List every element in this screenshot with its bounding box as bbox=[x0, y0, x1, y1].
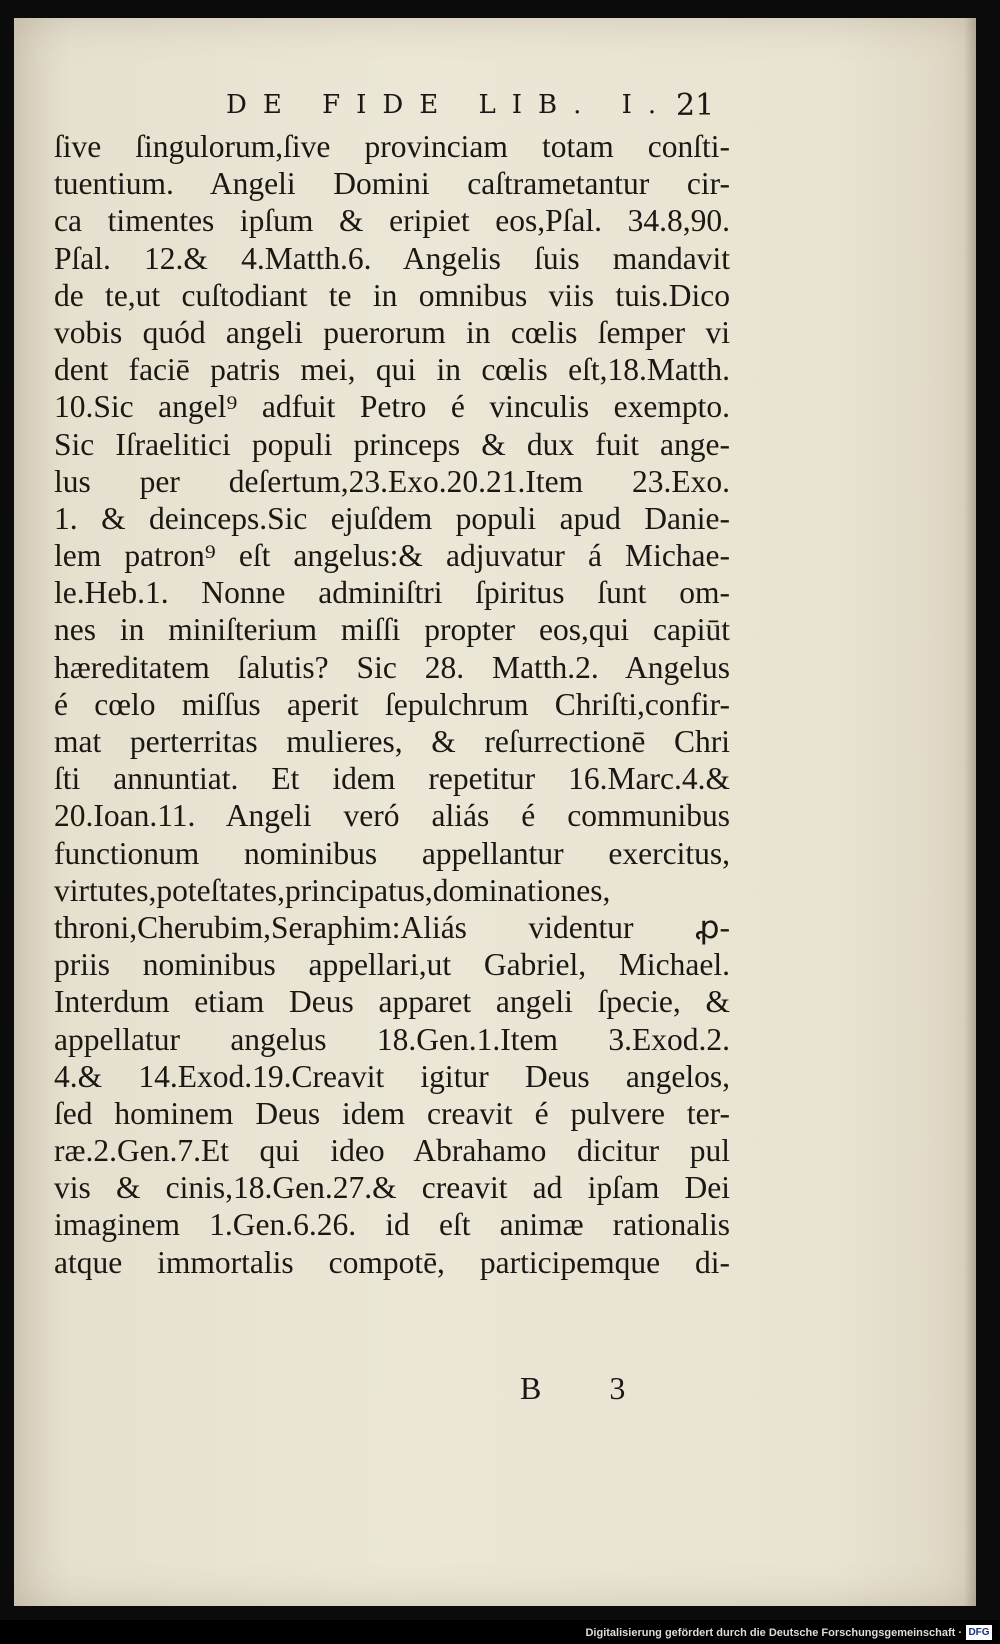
text-line: mat perterritas mulieres, & reſurrectionē Chri bbox=[54, 724, 730, 759]
text-line: 4.& 14.Exod.19.Creavit igitur Deus angelos, bbox=[54, 1058, 730, 1094]
text-line: ſed hominem Deus idem creavit é pulvere ter- bbox=[54, 1095, 730, 1131]
text-line: 10.Sic angel⁹ adfuit Petro é vinculis exempto. bbox=[54, 389, 730, 425]
text-line: 1. & deinceps.Sic ejuſdem populi apud Danie- bbox=[54, 500, 730, 536]
footer-bar bbox=[0, 1620, 1000, 1644]
text-line: Interdum etiam Deus apparet angeli ſpecie, & bbox=[54, 984, 730, 1020]
text-line: atque immortalis compotē, participemque di- bbox=[54, 1244, 730, 1280]
page-edge-shadow bbox=[964, 18, 976, 1606]
text-line: 20.Ioan.11. Angeli veró aliás é communibus bbox=[54, 798, 730, 834]
text-line: hæreditatem ſalutis? Sic 28. Matth.2. Angelus bbox=[54, 649, 730, 685]
funding-credit: Digitalisierung gefördert durch die Deutsche Forschungsgemeinschaft · bbox=[585, 1627, 962, 1639]
text-line: lus per deſertum,23.Exo.20.21.Item 23.Exo. bbox=[54, 463, 730, 499]
text-line: Sic Iſraelitici populi princeps & dux fuit ange- bbox=[54, 426, 730, 462]
text-line: ræ.2.Gen.7.Et qui ideo Abrahamo dicitur pul bbox=[54, 1133, 730, 1169]
text-line: imaginem 1.Gen.6.26. id eſt animæ rationalis bbox=[54, 1207, 730, 1243]
text-line: vobis quód angeli puerorum in cœlis ſemper vi bbox=[54, 314, 730, 350]
dfg-logo: DFG bbox=[966, 1625, 992, 1640]
text-line: le.Heb.1. Nonne adminiſtri ſpiritus ſunt om- bbox=[54, 575, 730, 611]
signature-mark: B 3 bbox=[520, 1370, 656, 1406]
text-line: ſti annuntiat. Et idem repetitur 16.Marc.4.& bbox=[54, 761, 730, 797]
text-line: ca timentes ipſum & eripiet eos,Pſal. 34.8,90. bbox=[54, 203, 730, 239]
body-text bbox=[54, 128, 730, 1281]
text-line: tuentium. Angeli Domini caſtrametantur cir- bbox=[54, 166, 730, 202]
text-line: vis & cinis,18.Gen.27.& creavit ad ipſam Dei bbox=[54, 1170, 730, 1206]
text-line: priis nominibus appellari,ut Gabriel, Michael. bbox=[54, 947, 730, 983]
text-line: virtutes,poteſtates,principatus,dominationes, bbox=[54, 872, 611, 908]
text-line: appellatur angelus 18.Gen.1.Item 3.Exod.2. bbox=[54, 1021, 730, 1057]
text-line: throni,Cherubim,Seraphim:Aliás videntur ꝓ- bbox=[54, 909, 730, 945]
text-line: functionum nominibus appellantur exercitus, bbox=[54, 835, 730, 871]
running-head: DE FIDE LIB. I. bbox=[226, 90, 673, 120]
text-line: ſive ſingulorum,ſive provinciam totam conſti- bbox=[54, 129, 730, 164]
text-line: lem patron⁹ eſt angelus:& adjuvatur á Michae- bbox=[54, 538, 730, 574]
text-line: nes in miniſterium miſſi propter eos,qui capiūt bbox=[54, 612, 730, 648]
text-line: Pſal. 12.& 4.Matth.6. Angelis ſuis mandavit bbox=[54, 240, 730, 276]
page-number: 21 bbox=[676, 88, 715, 123]
text-line: é cœlo miſſus aperit ſepulchrum Chriſti,confir- bbox=[54, 686, 730, 722]
text-line: dent faciē patris mei, qui in cœlis eſt,18.Matth. bbox=[54, 352, 730, 388]
text-line: de te,ut cuſtodiant te in omnibus viis tuis.Dico bbox=[54, 277, 730, 313]
